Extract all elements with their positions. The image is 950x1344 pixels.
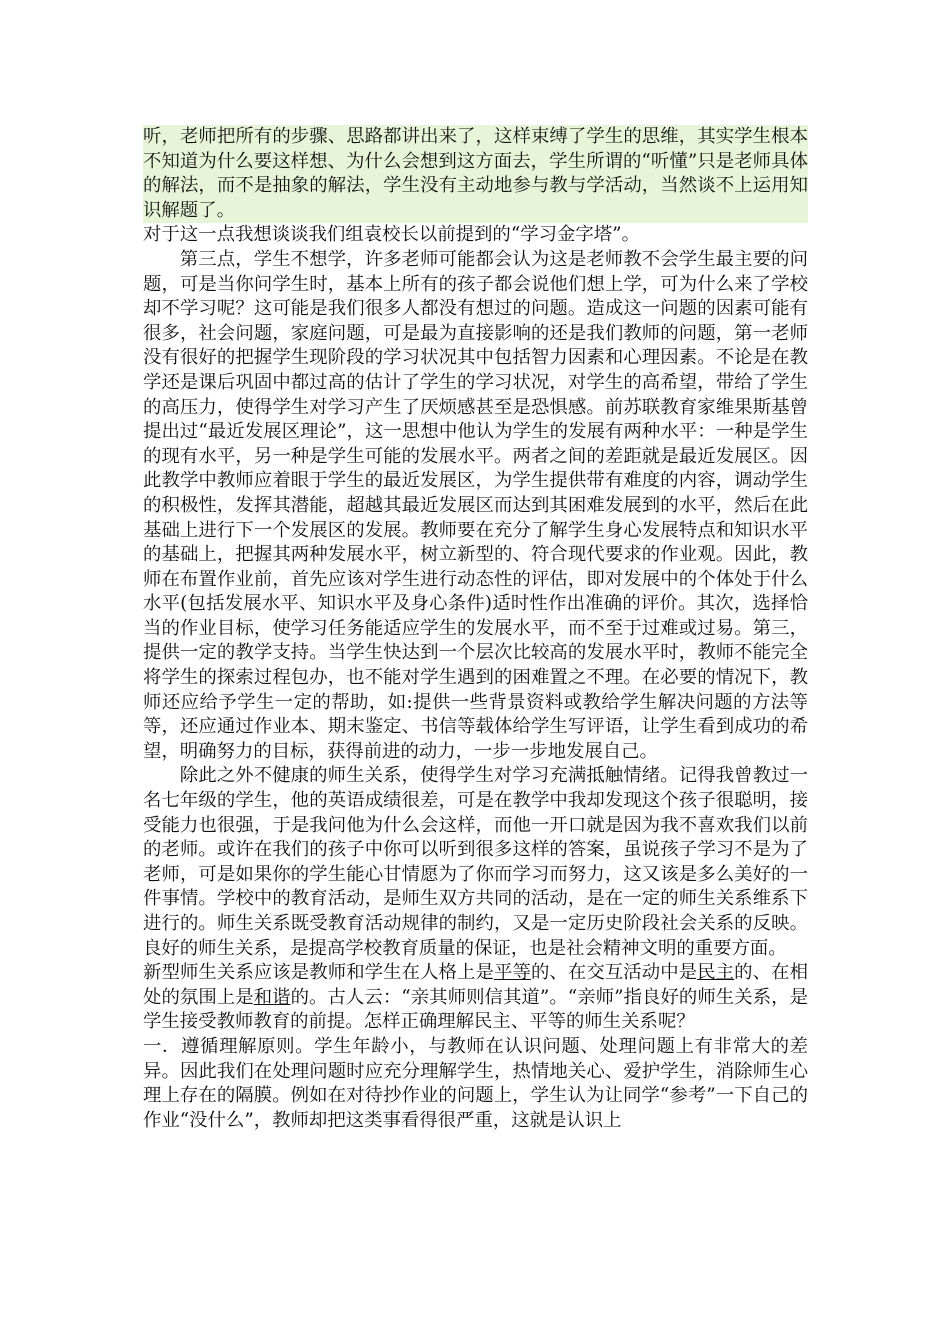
paragraph-teacher-student-relation: 除此之外不健康的师生关系，使得学生对学习充满抵触情绪。记得我曾教过一名七年级的学生，他的英语成绩很差，可是在教学中我却发现这个孩子很聪明，接受能力也很强，于是我问他为什么会这样，而他一开口就是因为我不喜欢我们以前的老师。或许在我们的孩子中你可以听到很多这样的答案，虽说孩子学习不是为了老师，可是如果你的学生能心甘情愿为了你而学习而努力，这又该是多么美好的一件事情。学校中的教育活动，是师生双方共同的活动，是在一定的师生关系维系下进行的。师生关系既受教育活动规律的制约，又是一定历史阶段社会关系的反映。良好的师生关系，是提高学校教育质量的保证，也是社会精神文明的重要方面。: [143, 765, 808, 959]
text-segment: 的、在相处的氛围上是: [143, 962, 808, 1008]
document-page: [143, 125, 808, 1133]
text-segment: 新型师生关系应该是教师和学生在人格上是: [143, 962, 494, 984]
underlined-term-harmonious: 和谐: [253, 986, 291, 1008]
paragraph-third-point: 第三点，学生不想学，许多老师可能都会认为这是老师教不会学生最主要的问题，可是当你问学生时，基本上所有的孩子都会说他们想上学，可为什么来了学校却不学习呢？这可能是我们很多人都没有想过的问题。造成这一问题的因素可能有很多，社会问题，家庭问题，可是最为直接影响的还是我们教师的问题，第一老师没有很好的把握学生现阶段的学习状况其中包括智力因素和心理因素。不论是在教学还是课后巩固中都过高的估计了学生的学习状况，对学生的高希望，带给了学生的高压力，使得学生对学习产生了厌烦感甚至是恐惧感。前苏联教育家维果斯基曾提出过“最近发展区理论”，这一思想中他认为学生的发展有两种水平：一种是学生的现有水平，另一种是学生可能的发展水平。两者之间的差距就是最近发展区。因此教学中教师应着眼于学生的最近发展区，为学生提供带有难度的内容，调动学生的积极性，发挥其潜能，超越其最近发展区而达到其困难发展到的水平，然后在此基础上进行下一个发展区的发展。教师要在充分了解学生身心发展特点和知识水平的基础上，把握其两种发展水平，树立新型的、符合现代要求的作业观。因此，教师在布置作业前，首先应该对学生进行动态性的评估，即对发展中的个体处于什么水平(包括发展水平、知识水平及身心条件)适时性作出准确的评价。其次，选择恰当的作业目标，使学习任务能适应学生的发展水平，而不至于过难或过易。第三，提供一定的教学支持。当学生快达到一个层次比较高的发展水平时，教师不能完全将学生的探索过程包办，也不能对学生遇到的困难置之不理。在必要的情况下，教师还应给予学生一定的帮助，如:提供一些背景资料或教给学生解决问题的方法等等，还应通过作业本、期末鉴定、书信等载体给学生写评语，让学生看到成功的希望，明确努力的目标，获得前进的动力，一步一步地发展自己。: [143, 248, 808, 762]
paragraph-learning-pyramid: 对于这一点我想谈谈我们组袁校长以前提到的“学习金字塔”。: [143, 224, 640, 246]
text-segment: 的、在交互活动中是: [530, 962, 698, 984]
underlined-term-democratic: 民主: [697, 962, 735, 984]
underlined-term-equal: 平等: [493, 962, 531, 984]
highlighted-paragraph: 听，老师把所有的步骤、思路都讲出来了，这样束缚了学生的思维，其实学生根本不知道为什么要这样想、为什么会想到这方面去，学生所谓的“听懂”只是老师具体的解法，而不是抽象的解法，学生没有主动地参与教与学活动，当然谈不上运用知识解题了。: [143, 125, 808, 223]
paragraph-new-relationship: [143, 961, 808, 1035]
paragraph-understanding-principle: 一．遵循理解原则。学生年龄小，与教师在认识问题、处理问题上有非常大的差异。因此我们在处理问题时应充分理解学生，热情地关心、爱护学生，消除师生心理上存在的隔膜。例如在对待抄作业的问题上，学生认为让同学“参考”一下自己的作业“没什么”，教师却把这类事看得很严重，这就是认识上: [143, 1035, 808, 1131]
text-segment: 的。古人云：“亲其师则信其道”。“亲师”指良好的师生关系，是学生接受教师教育的前提。怎样正确理解民主、平等的师生关系呢？: [143, 986, 808, 1033]
